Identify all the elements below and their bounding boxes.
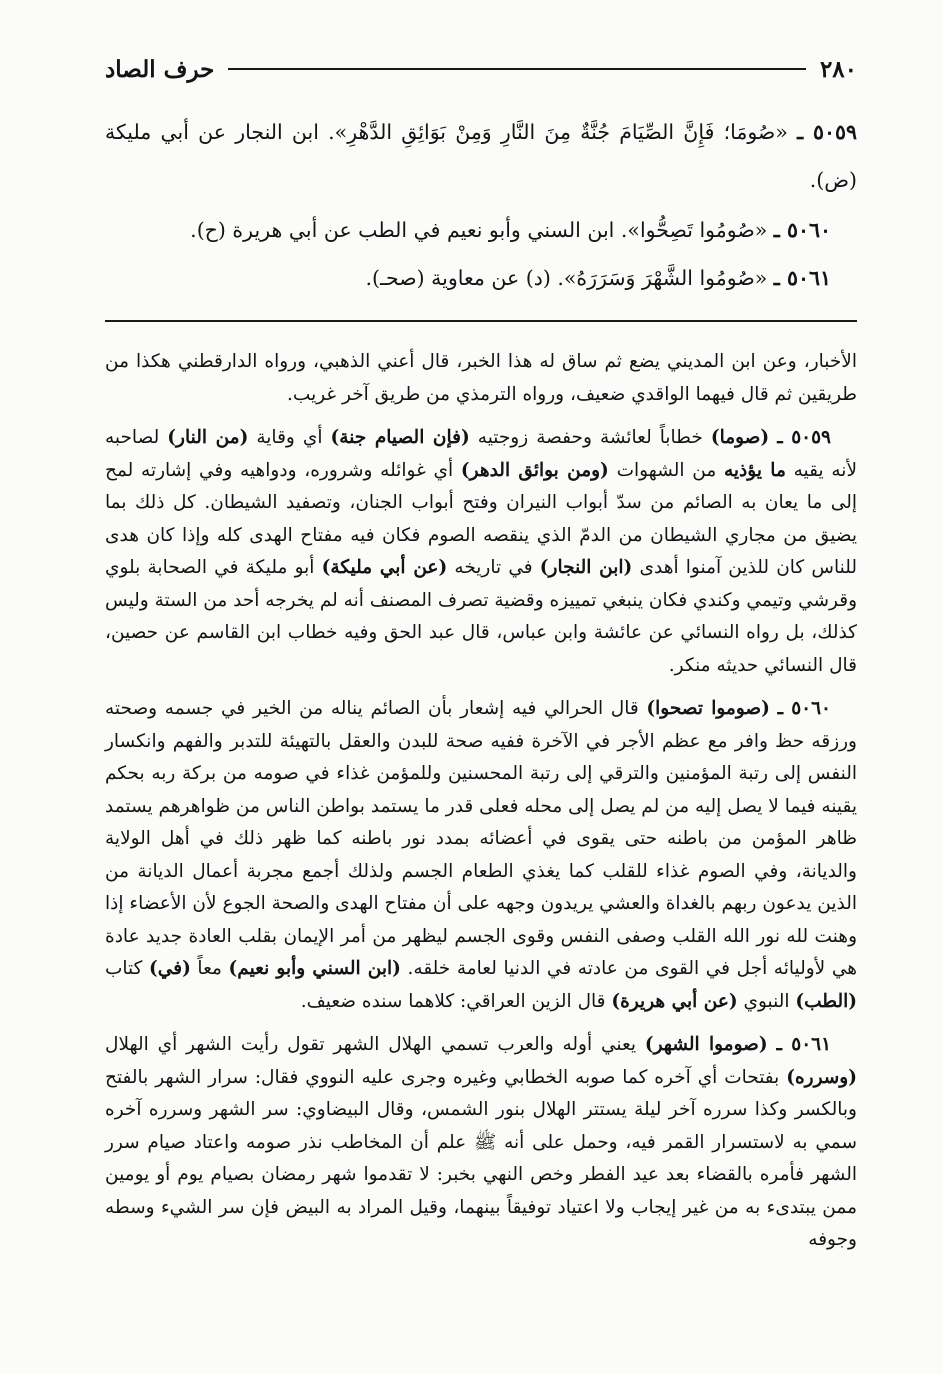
header-rule bbox=[228, 68, 806, 70]
commentary-text: لصاحبه لأنه يقيه bbox=[105, 427, 857, 481]
page-header bbox=[105, 52, 857, 86]
commentary-text: في تاريخه bbox=[447, 557, 540, 578]
commentary-text: يعني أوله والعرب تسمي الهلال الشهر تقول رأيت الشهر أي الهلال bbox=[105, 1034, 645, 1055]
commentary-text: أبو مليكة في الصحابة بلوي وقرشي وتيمي وكندي فكان ينبغي تمييزه وقضية تصرف المصنف أنه لم يخرجه أحد من الستة وليس كذلك، بل رواه النسائي عن عائشة وابن عباس، قال عبد الحق وفيه خطاب ابن القاسم عن حصين، قال النسائي حديثه منكر. bbox=[104, 557, 857, 676]
commentary-number: ٥٠٥٩ ـ bbox=[777, 427, 831, 448]
commentary-text: أي غوائله وشروره، ودواهيه وفي إشارته لمح إلى ما يعان به الصائم من سدّ أبواب النيران وفتح أبواب الجنان، وتصفيد الشيطان. كل ذلك بما يضيق من مجاري الشيطان من الدمّ الذي ينقصه الصوم فكان فيه مفتاح الهدى كله وإذا كان هدى للناس كان للذين آمنوا أهدى bbox=[105, 459, 857, 578]
hadith-entries bbox=[105, 108, 857, 302]
keyword: ما يؤذيه bbox=[723, 459, 786, 481]
commentary-5059 bbox=[105, 422, 857, 682]
keyword: (الطب) bbox=[795, 990, 857, 1012]
commentary-text: أي وقاية bbox=[248, 427, 331, 448]
hadith-entry-5061 bbox=[105, 254, 857, 302]
keyword: (فإن الصيام جنة) bbox=[330, 427, 470, 448]
keyword: (صوموا تصحوا) bbox=[646, 698, 770, 719]
keyword: (ابن النجار) bbox=[539, 557, 633, 578]
hadith-text: «صُومُوا تَصِحُّوا». ابن السني وأبو نعيم في الطب عن أبي هريرة (ح). bbox=[190, 218, 768, 242]
commentary-text: قال الحرالي فيه إشعار بأن الصائم يناله من الخير في جسمه وصحته ورزقه حظ وافر مع عظم الأجر في الآخرة ففيه صحة للبدن والعقل بالتهيئة للتدبر والفهم وانكسار النفس إلى رتبة المؤمنين والترقي إلى رتبة المحسنين وللمؤمن غذاء في صومه من بركة ربه بحكم يقينه فيما لا يصل إليه من لم يصل إلى محله فعلى قدر ما يستمد بواطن الناس من ظواهرهم يستمد ظاهر المؤمن من باطنه حتى يقوى في أعضائه بمدد نور باطنه كما ظهر ذلك في أهل الولاية والديانة، وفي الصوم غذاء للقلب كما يغذي الطعام الجسم ولذلك أجمع مجربة أعمال الديانة من الذين يدعون ربهم بالغداة والعشي يريدون وجهه على أن مفتاح الهدى والصحة الجوع لأن الأعضاء إذا وهنت لله نور الله القلب وصفى النفس وقوى الجسم ليظهر من أمر الإيمان بقلب العادة جديد عادة هي لأوليائه أجل في القوى من عادته في الدنيا لعامة خلقه. bbox=[105, 698, 857, 979]
hadith-number: ٥٠٥٩ ـ bbox=[797, 120, 857, 144]
commentary-number: ٥٠٦٠ ـ bbox=[777, 698, 831, 719]
keyword: (ابن السني وأبو نعيم) bbox=[228, 958, 401, 979]
commentary-number: ٥٠٦١ ـ bbox=[776, 1034, 832, 1055]
footnote-divider bbox=[105, 320, 857, 322]
section-title: حرف الصاد bbox=[105, 55, 215, 83]
keyword: (وسرره) bbox=[786, 1066, 857, 1088]
commentary-intro: الأخبار، وعن ابن المديني يضع ثم ساق له هذا الخبر، قال أعني الذهبي، ورواه الدارقطني هكذا من طريقين ثم قال فيهما الواقدي ضعيف، ورواه الترمذي من طريق آخر غريب. bbox=[105, 351, 857, 405]
commentary-text: بفتحات أي آخره كما صوبه الخطابي وغيره وجرى عليه النووي فقال: سرار الشهر بالفتح وبالكسر وكذا سرره آخر ليلة يستتر الهلال بنور الشمس، وقال البيضاوي: سر الشهر وسرره آخره سمي به لاستسرار القمر فيه، وحمل على أنه ﷺ علم أن المخاطب نذر صومه واعتاد صيام سرر الشهر فأمره بالقضاء بعد عيد الفطر وخص النهي بخبر: لا تقدموا شهر رمضان بصيام يوم أو يومين ممن يبتدىء به من غير إيجاب ولا اعتياد توفيقاً بينهما، وقيل المراد به البيض فإن سر الشيء وسطه وجوفه bbox=[105, 1066, 857, 1250]
keyword: (عن أبي مليكة) bbox=[321, 557, 448, 578]
hadith-text: «صُومُوا الشَّهْرَ وَسَرَرَهُ». (د) عن معاوية (صحـ). bbox=[365, 266, 768, 290]
keyword: (صوموا الشهر) bbox=[644, 1034, 768, 1055]
commentary-text: كتاب bbox=[105, 958, 150, 979]
commentary-text: النبوي bbox=[737, 990, 796, 1012]
commentary-text: قال الزين العراقي: كلاهما سنده ضعيف. bbox=[300, 990, 612, 1012]
commentary-text: من الشهوات bbox=[608, 459, 724, 481]
page-number: ٢٨٠ bbox=[819, 55, 857, 83]
hadith-entry-5059 bbox=[105, 108, 857, 204]
hadith-text: «صُومَا؛ فَإِنَّ الصِّيَامَ جُنَّةٌ مِنَ النَّارِ وَمِنْ بَوَائِقِ الدَّهْرِ». ابن النجار عن أبي مليكة (ض). bbox=[105, 120, 857, 192]
keyword: (ومن بوائق الدهر) bbox=[460, 459, 609, 481]
hadith-number: ٥٠٦١ ـ bbox=[773, 266, 831, 290]
hadith-number: ٥٠٦٠ ـ bbox=[773, 218, 831, 242]
commentary-text: معاً bbox=[190, 958, 229, 979]
commentary bbox=[105, 346, 857, 1268]
commentary-5061 bbox=[105, 1029, 857, 1257]
commentary-5060 bbox=[105, 693, 857, 1018]
commentary-text: خطاباً لعائشة وحفصة زوجتيه bbox=[469, 427, 711, 448]
keyword: (من النار) bbox=[167, 427, 249, 448]
keyword: (في) bbox=[149, 958, 191, 979]
keyword: (صوما) bbox=[710, 427, 770, 448]
hadith-entry-5060 bbox=[105, 206, 857, 254]
keyword: (عن أبي هريرة) bbox=[611, 990, 738, 1012]
